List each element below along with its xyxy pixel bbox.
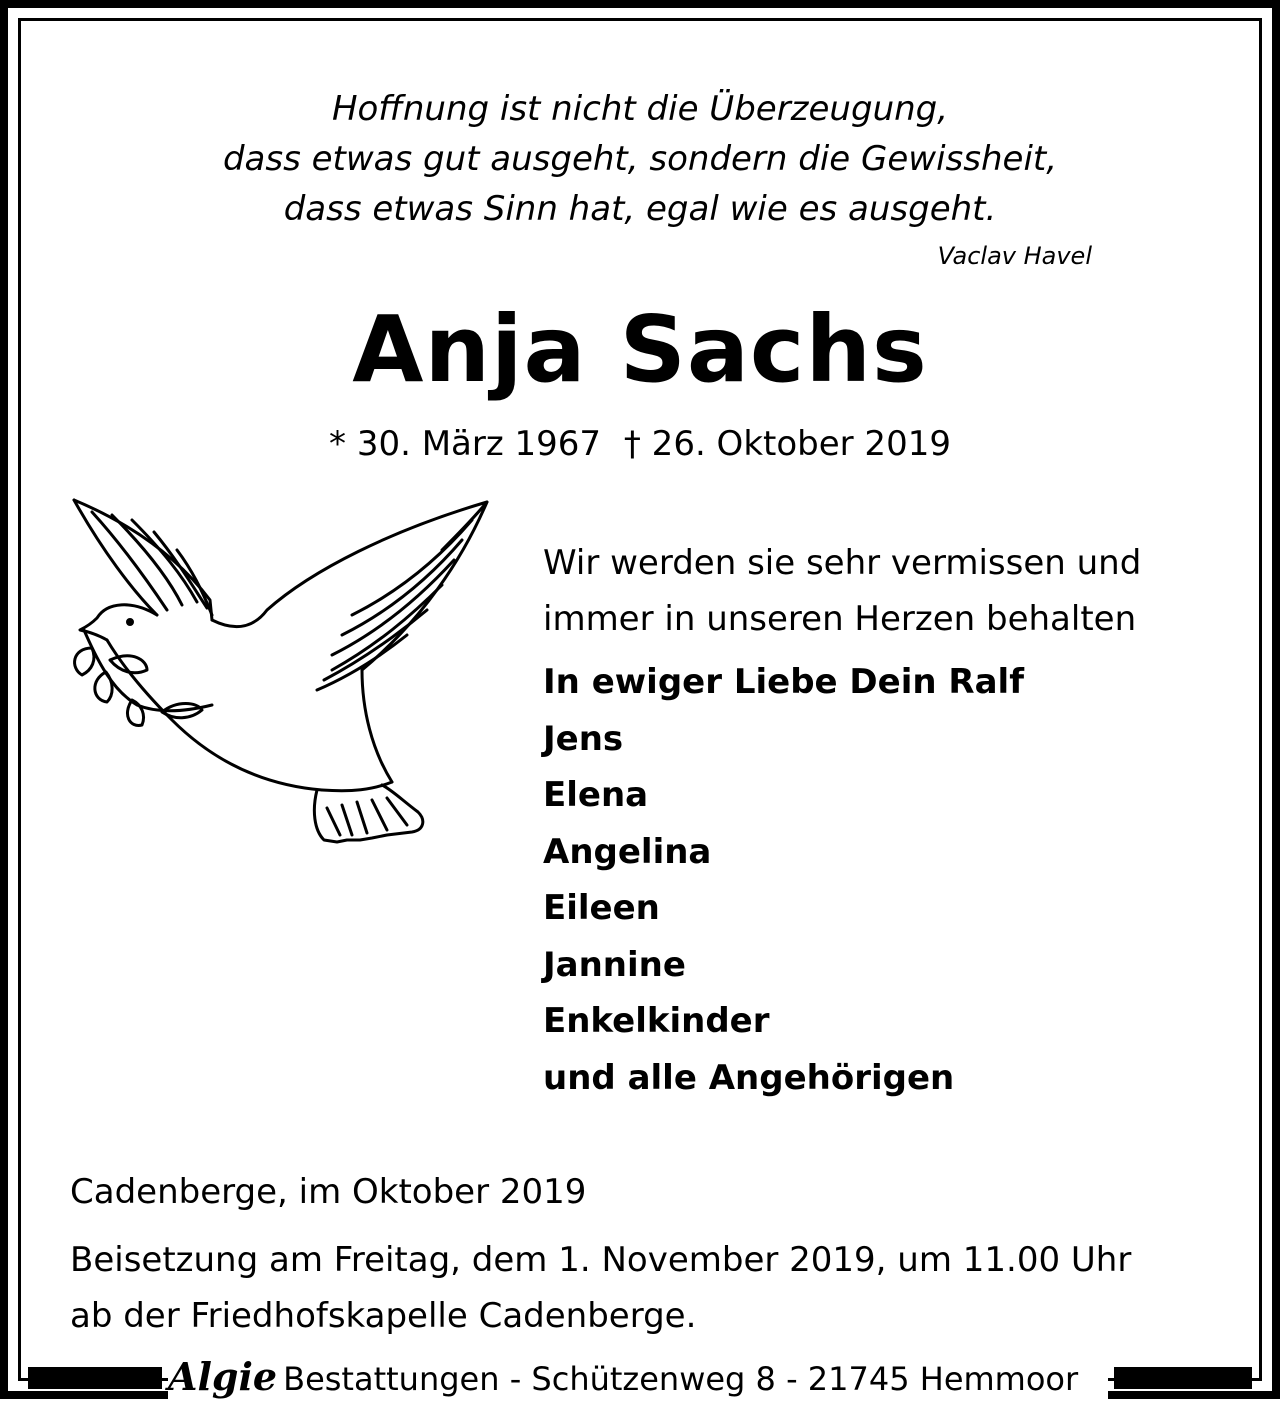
mourner: Angelina <box>543 831 712 872</box>
mourners-list <box>543 654 1024 1106</box>
mourner: Jens <box>543 718 624 759</box>
mourner: Jannine <box>543 944 686 985</box>
place-and-date: Cadenberge, im Oktober 2019 <box>70 1172 587 1212</box>
death-date: † 26. Oktober 2019 <box>623 424 951 464</box>
mourner: Enkelkinder <box>543 1001 770 1041</box>
mourner: Eileen <box>543 888 660 928</box>
deceased-name: Anja Sachs <box>352 296 928 403</box>
quote-line: Hoffnung ist nicht die Überzeugung, <box>331 89 949 129</box>
funeral-line: ab der Friedhofskapelle Cadenberge. <box>70 1296 697 1336</box>
farewell-message <box>543 535 1141 647</box>
mourner: und alle Angehörigen <box>543 1057 955 1098</box>
funeral-home-logo: Algie <box>168 1354 278 1399</box>
funeral-line: Beisetzung am Freitag, dem 1. November 2019, um 11.00 Uhr <box>70 1240 1132 1280</box>
farewell-line: Wir werden sie sehr vermissen und <box>543 543 1142 583</box>
mourner: Elena <box>543 775 649 815</box>
quote-author: Vaclav Havel <box>937 242 1092 270</box>
mourner: In ewiger Liebe Dein Ralf <box>543 662 1024 702</box>
quote-line: dass etwas gut ausgeht, sondern die Gewissheit, <box>222 139 1058 179</box>
life-dates <box>0 424 1280 464</box>
quote <box>0 84 1280 234</box>
farewell-line: immer in unseren Herzen behalten <box>543 599 1137 639</box>
footer-bar-right <box>1114 1367 1252 1389</box>
birth-date: * 30. März 1967 <box>329 424 602 464</box>
funeral-details <box>70 1232 1131 1344</box>
dove-with-olive-branch-icon <box>62 490 502 860</box>
quote-line: dass etwas Sinn hat, egal wie es ausgeht. <box>283 189 997 229</box>
funeral-home-address: Bestattungen - Schützenweg 8 - 21745 Hemmoor <box>283 1360 1079 1398</box>
footer-bar-left <box>28 1367 162 1389</box>
footer-text <box>168 1355 1108 1401</box>
footer <box>0 1355 1280 1399</box>
